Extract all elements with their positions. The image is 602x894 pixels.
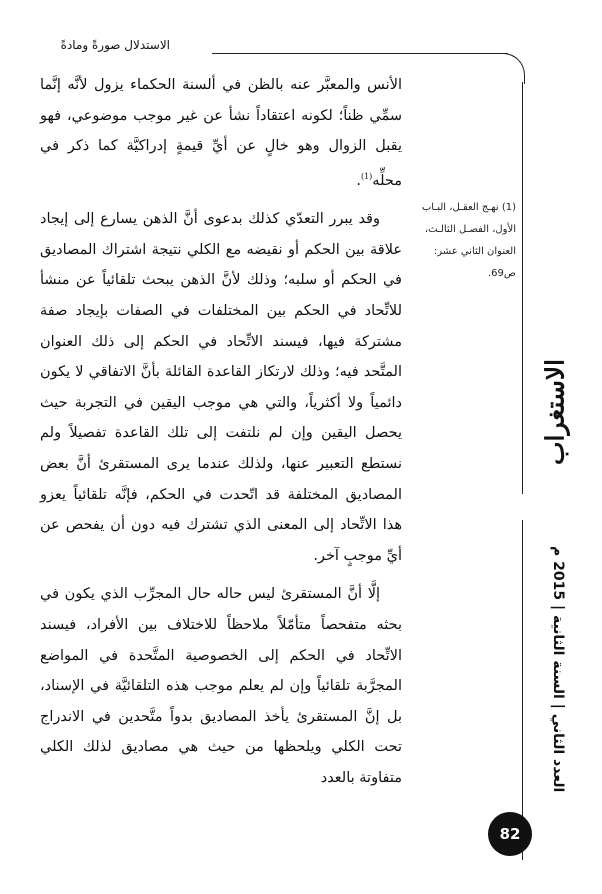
paragraph-1-end: .: [356, 172, 361, 189]
issue-info: العدد الثاني | السنة الثانية | 2015 م: [550, 545, 566, 792]
footnote-ref[interactable]: (1): [360, 171, 373, 181]
journal-logo: الاستغراب: [540, 358, 570, 466]
frame-line-lower: [522, 520, 523, 860]
paragraph-1: [40, 70, 402, 196]
paragraph-3: إلَّا أنَّ المستقرئ ليس حاله حال المجرِّب الذي يكون في بحثه متفحصاً متأمّلاً ملاحظاً للاختلاف بين الأفراد، فيسند الاتِّحاد في الحكم إلى الخصوصية المتَّحدة في المواضع المجرَّبة تلقائياً وإن لم يعلم موجب هذه التلقائيَّة في الإسناد، بل إنَّ المستقرئ يأخذ المصاديق بدواً متَّحدين في الاندراج تحت الكلي ويلحظها من حيث هي مصاديق لذلك الكلي متفاوتة بالعدد: [40, 586, 402, 786]
frame-corner: [496, 53, 525, 84]
page-number-badge: 82: [488, 812, 532, 856]
paragraph-2: وقد يبرر التعدّي كذلك بدعوى أنَّ الذهن يسارع إلى إيجاد علاقة بين الحكم أو نقيضه مع الكلي نتيجة اشتراك المصاديق في الحكم أو سلبه؛ وذلك لأنَّ الذهن يبحث تلقائياً عن منشأ للاتِّحاد في الحكم بين المختلفات في الصفات بإيجاد صفة مشتركة فيها، فيسند الاتِّحاد في الحكم إلى ذلك العنوان المتَّحد فيه؛ وذلك لارتكاز القاعدة القائلة بأنَّ الاتفاقي لا يكون دائمياً ولا أكثرياً، والتي هي موجب اليقين في التجربة حيث يحصل اليقين وإن لم نلتفت إلى تلك القاعدة تفصيلاً ولم نستطع التعبير عنها، ولذلك عندما يرى المستقرئ أنَّ بعض المصاديق المختلفة قد اتّحدت في الحكم، فإنَّه تلقائياً يعزو هذا الاتِّحاد إلى المعنى الذي تشترك فيه دون أن يفحص عن أيِّ موجبٍ آخر.: [40, 211, 402, 564]
paragraph-1-text: الأنس والمعبَّر عنه بالظن في ألسنة الحكماء يزول لأنَّه إنَّما سمِّي ظناً؛ لكونه اعتقاداً نشأ عن غير موجب موضوعي، فهو يقبل الزوال وهو خالٍ عن أيِّ قيمةٍ إدراكيَّة كما ذكر في محلِّه: [40, 77, 402, 189]
running-header: الاستدلال صورةً ومادةً: [60, 38, 170, 52]
main-text: [40, 70, 402, 801]
frame-line-upper: [522, 82, 523, 494]
footnote: (1) نهـج العقـل، البـاب الأول، الفصـل الثالـث، العنوان الثاني عشر: ص69.: [421, 202, 516, 279]
header-rule: [212, 53, 508, 54]
